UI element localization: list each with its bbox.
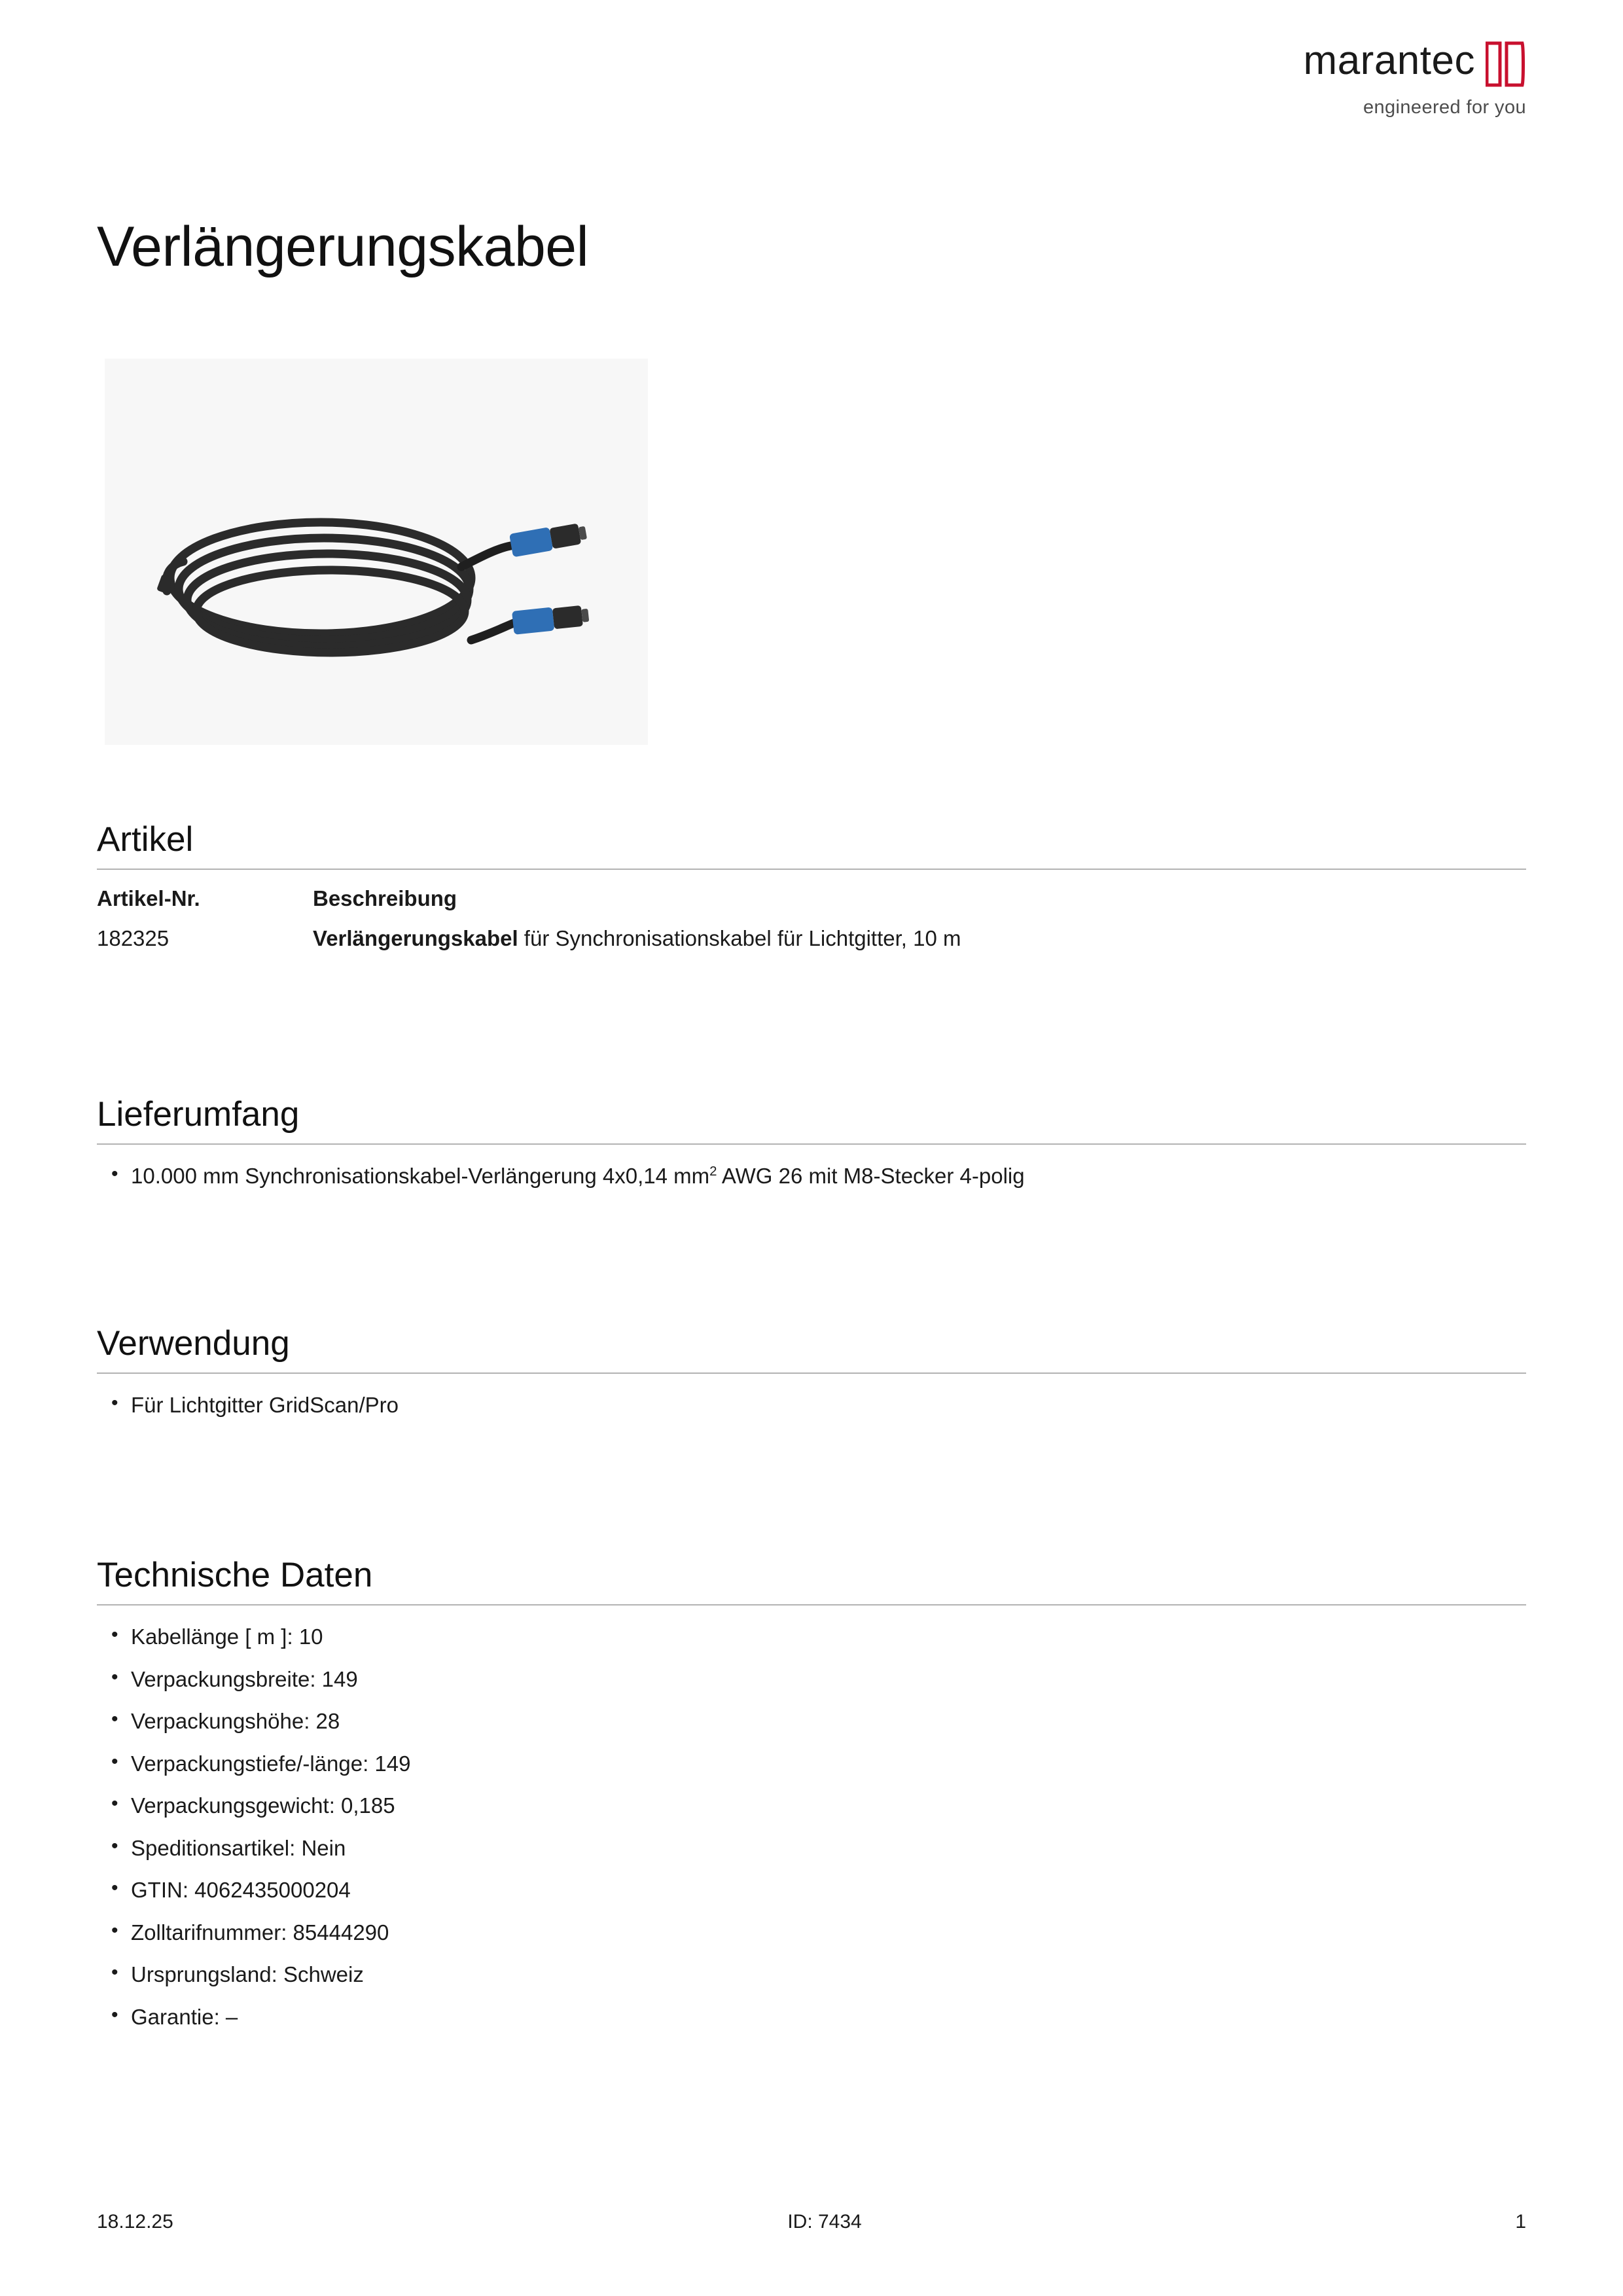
list-item: • Zolltarifnummer: 85444290 [97,1918,1526,1948]
logo [1303,38,1526,88]
brand-tagline: engineered for you [1363,97,1526,118]
list-item [97,1162,1526,1191]
cell-beschreibung [313,924,1526,964]
section-heading-technische-daten: Technische Daten [97,1556,373,1594]
marantec-logo-icon [1486,41,1526,88]
brand-header [1303,38,1526,118]
footer-id: ID: 7434 [787,2211,862,2233]
lieferumfang-list [97,1162,1526,1191]
cell-beschreibung-bold: Verlängerungskabel [313,925,518,950]
footer-date: 18.12.25 [97,2211,173,2233]
table-row [97,924,1526,964]
product-image [105,359,648,745]
section-heading-artikel: Artikel [97,820,194,859]
lieferumfang-text-post: AWG 26 mit M8-Stecker 4-polig [717,1164,1025,1188]
table-header-row [97,884,1526,924]
list-item: • Speditionsartikel: Nein [97,1834,1526,1863]
list-item: • Verpackungstiefe/-länge: 149 [97,1749,1526,1779]
cell-artikel-nr: 182325 [97,925,169,950]
list-item: • Verpackungsgewicht: 0,185 [97,1791,1526,1821]
cell-beschreibung-rest: für Synchronisationskabel für Lichtgitter, 10 m [518,925,961,950]
lieferumfang-text-sup: 2 [709,1164,717,1179]
list-item: • GTIN: 4062435000204 [97,1876,1526,1905]
section-heading-verwendung: Verwendung [97,1324,290,1363]
footer-page-number: 1 [1515,2211,1526,2233]
list-item: • Für Lichtgitter GridScan/Pro [97,1391,1526,1420]
section-artikel [97,819,1526,963]
technische-daten-list [97,1623,1526,2032]
verwendung-list [97,1391,1526,1420]
list-item: • Ursprungsland: Schweiz [97,1960,1526,1990]
divider [97,1604,1526,1605]
divider [97,869,1526,870]
brand-name: marantec [1303,38,1475,83]
list-item: • Verpackungsbreite: 149 [97,1665,1526,1695]
divider [97,1143,1526,1145]
section-technische-daten [97,1555,1526,2045]
section-lieferumfang [97,1094,1526,1204]
page-footer [97,2211,1526,2233]
list-item: • Kabellänge [ m ]: 10 [97,1623,1526,1652]
lieferumfang-text-pre: 10.000 mm Synchronisationskabel-Verlängerung 4x0,14 mm [131,1164,710,1188]
column-header-beschreibung: Beschreibung [313,886,457,910]
section-heading-lieferumfang: Lieferumfang [97,1095,300,1134]
artikel-table [97,884,1526,963]
section-verwendung [97,1323,1526,1433]
page-title: Verlängerungskabel [97,215,589,278]
divider [97,1372,1526,1374]
column-header-artikel-nr: Artikel-Nr. [97,886,200,910]
list-item: • Garantie: – [97,2003,1526,2032]
list-item: • Verpackungshöhe: 28 [97,1707,1526,1736]
